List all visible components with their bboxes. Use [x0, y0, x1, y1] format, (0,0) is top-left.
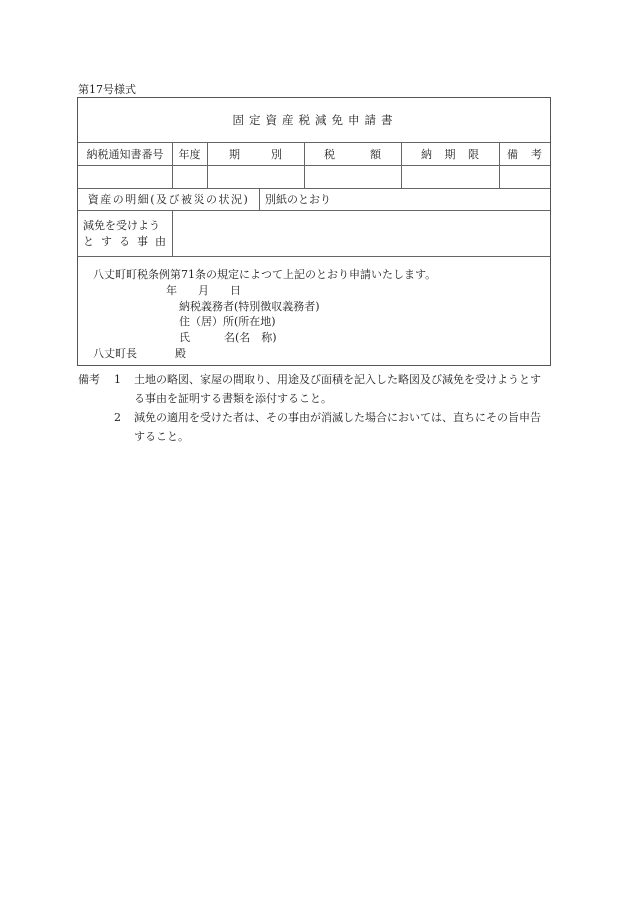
header-due-a: 納: [421, 147, 432, 161]
divider: [78, 256, 550, 257]
name-label-a: 氏: [179, 331, 190, 344]
date-day: 日: [230, 284, 241, 297]
field-due-date[interactable]: [401, 165, 499, 188]
header-due-c: 限: [468, 147, 479, 161]
name-label-b: 名(名 称): [224, 331, 277, 344]
header-remarks: [499, 142, 550, 165]
header-remarks-b: 考: [531, 147, 542, 161]
header-period-a: 期: [229, 147, 240, 161]
header-period: [207, 142, 304, 165]
taxpayer-label: 納税義務者(特別徴収義務者): [179, 300, 320, 313]
field-period[interactable]: [207, 165, 304, 188]
notes-label: 備考: [78, 373, 100, 386]
note-item: [78, 370, 550, 408]
notes-section: [78, 370, 550, 446]
note-text: 土地の略図、家屋の間取り、用途及び面積を記入した略図及び減免を受けようとする事由を証明する書類を添付すること。: [134, 373, 541, 405]
header-tax-amount: [304, 142, 401, 165]
date-month: 月: [198, 284, 209, 297]
addressee: 八丈町長: [93, 347, 137, 360]
header-amount-b: 額: [370, 147, 381, 161]
header-amount-a: 税: [324, 147, 335, 161]
header-fiscal-year: 年度: [178, 147, 201, 161]
form-number: 第17号様式: [78, 83, 136, 96]
reason-field[interactable]: [173, 211, 549, 256]
field-tax-notice-number[interactable]: [78, 165, 172, 188]
application-form-table: [77, 97, 551, 366]
note-item: [78, 408, 550, 446]
header-period-b: 別: [271, 147, 282, 161]
form-title: 固定資産税減免申請書: [232, 113, 398, 127]
field-remarks[interactable]: [499, 165, 550, 188]
header-tax-notice-number: 納税通知書番号: [86, 147, 164, 161]
field-fiscal-year[interactable]: [172, 165, 207, 188]
reason-label-line1: 減免を受けよう: [83, 219, 160, 232]
asset-details-label: 資産の明細(及び被災の状況): [87, 193, 250, 206]
date-year: 年: [166, 284, 177, 297]
note-number: 1: [114, 373, 121, 386]
note-spacer: [78, 408, 114, 446]
note-number: 2: [114, 411, 121, 424]
address-label: 住（居）所(所在地): [179, 315, 276, 328]
reason-label: [83, 218, 173, 250]
header-remarks-a: 備: [507, 147, 518, 161]
divider: [259, 188, 260, 210]
declaration-statement: 八丈町町税条例第71条の規定によつて上記のとおり申請いたします。: [93, 268, 437, 281]
reason-label-line2: とする事由: [83, 235, 173, 248]
honorific: 殿: [175, 347, 186, 360]
asset-details-value[interactable]: 別紙のとおり: [265, 193, 331, 206]
header-due-b: 期: [444, 147, 456, 161]
note-text: 減免の適用を受けた者は、その事由が消滅した場合においては、直ちにその旨申告すること。: [134, 411, 541, 443]
field-tax-amount[interactable]: [304, 165, 401, 188]
header-due-date: [401, 142, 499, 165]
